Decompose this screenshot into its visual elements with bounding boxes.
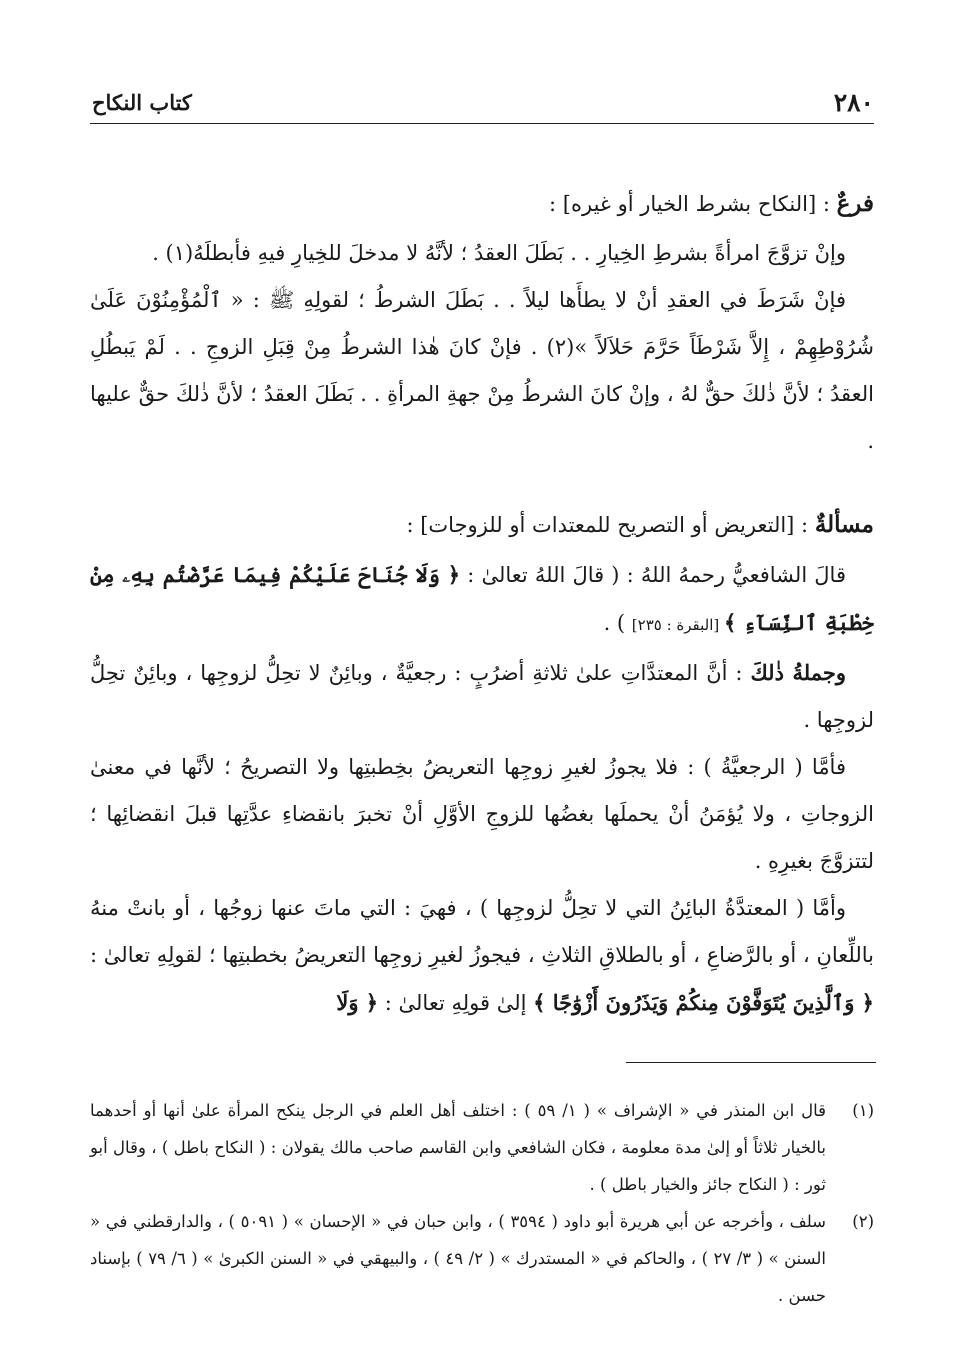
section-heading-fara: [90, 180, 874, 228]
footnote-number: (٢): [852, 1212, 874, 1231]
heading-word-fara: فرعٌ: [836, 190, 874, 217]
footnote-text: سلف ، وأخرجه عن أبي هريرة أبو داود ( ٣٥٩٤ ) ، وابن حبان في « الإحسان » ( ٥٠٩١ ) ، والدارقطني في « السنن » ( ٣/ ٢٧ ) ، والحاكم في « المستدرك » ( ٢/ ٤٩ ) ، والبيهقي في « السنن الكبرىٰ » ( ٦/ ٧٩ ) بإسناد حسن .: [90, 1212, 826, 1305]
paragraph-rajiya: فأمَّا ( الرجعيَّةُ ) : فلا يجوزُ لغيرِ زوجِها التعريضُ بخِطبتِها ولا التصريحُ ؛ لأنَّها في معنىٰ الزوجاتِ ، ولا يُؤمَنُ أنْ يحملَها بغضُها للزوجِ الأوَّلِ أنْ تخبرَ بانقضاءِ عدَّتِها قبلَ انقضائِها ؛ لتتزوَّجَ بغيرِهِ .: [90, 755, 874, 873]
quran-verse-235: ﴿ وَلَا جُنَاحَ عَلَيْكُمْ فِيمَا عَرَّضْتُم بِهِۦ مِنْ خِطْبَةِ ٱلنِّسَآءِ ﴾: [90, 562, 874, 635]
paragraph-bain: [90, 885, 874, 1027]
main-text: [90, 180, 874, 1027]
running-title: كتاب النكاح: [92, 90, 192, 115]
paragraph-shart: فإنْ شَرَطَ في العقدِ أنْ لا يطأَها ليلاً . . بَطَلَ الشرطُ ؛ لقولِهِ ﷺ : « ٱلْمُؤْمِنُوْنَ عَلَىٰ شُرُوْطِهِمْ ، إِلاَّ شَرْطَاً حَرَّمَ حَلاَلاً »(٢) . فإنْ كانَ هٰذا الشرطُ مِنْ قِبَلِ الزوجِ . . لَمْ يَبطُلِ العقدُ ؛ لأنَّ ذٰلكَ حقٌّ لهُ ، وإنْ كانَ الشرطُ مِنْ جهةِ المرأةِ . . بَطَلَ العقدُ ؛ لأنَّ ذٰلكَ حقٌّ عليها .: [90, 288, 875, 453]
heading-word-masala: مسألةٌ: [814, 511, 874, 538]
bain-text: وأمَّا ( المعتدَّةُ البائِنُ التي لا تحِلُّ لزوجِها ) ، فهيَ : التي ماتَ عنها زوجُها ، أو بانتْ منهُ باللِّعانِ ، أو بالرَّضاعِ ، أو بالطلاقِ الثلاثِ ، فيجوزُ لغيرِ زوجِها التعريضُ بخطبتِها ؛ لقولِهِ تعالىٰ :: [90, 896, 874, 967]
section-heading-masala: [90, 501, 874, 549]
heading-title-fara: : [النكاح بشرط الخيار أو غيره] :: [549, 192, 837, 216]
footnotes: [90, 1092, 874, 1314]
quran-verse-234: ﴿ وَٱلَّذِينَ يُتَوَفَّوْنَ مِنكُمْ وَيَذَرُونَ أَزْوَٰجًا ﴾: [533, 990, 874, 1015]
bain-connector: إلىٰ قولِهِ تعالىٰ :: [378, 991, 534, 1015]
page-header: [92, 88, 874, 122]
heading-title-masala: : [التعريض أو التصريح للمعتدات أو للزوجات] :: [406, 513, 815, 537]
lead-word-jumla: وجملةُ ذٰلكَ: [750, 660, 846, 685]
quote-intro: قالَ الشافعيُّ رحمهُ اللهُ : ( قالَ اللهُ تعالىٰ :: [460, 563, 846, 587]
header-divider: [90, 123, 874, 124]
section-gap: [90, 465, 874, 501]
footnote-number: (١): [852, 1101, 874, 1120]
quran-verse-continuation: ﴿ وَلَا: [336, 990, 379, 1015]
quote-close: ) .: [603, 611, 632, 635]
paragraph-summary: [90, 649, 874, 744]
paragraph-khiyar: وإنْ تزوَّجَ امرأةً بشرطِ الخِيارِ . . بَطَلَ العقدُ ؛ لأنَّهُ لا مدخلَ للخِيارِ فيهِ فأبطلَهُ(١) .: [152, 241, 846, 265]
footnote-item: [90, 1092, 874, 1203]
paragraph-shafii-quote: [90, 551, 874, 649]
summary-text: : أنَّ المعتدَّاتِ علىٰ ثلاثةِ أضرُبٍ : رجعيَّةٌ ، وبائِنٌ لا تحِلُّ لزوجِها ، وبائِنٌ تحِلُّ لزوجِها .: [90, 661, 874, 732]
page-number: ٢٨٠: [833, 88, 874, 117]
footnote-divider: [626, 1062, 876, 1063]
surah-reference: [البقرة : ٢٣٥]: [631, 616, 725, 634]
footnote-text: قال ابن المنذر في « الإشراف » ( ١/ ٥٩ ) : اختلف أهل العلم في الرجل ينكح المرأة علىٰ أنها أو أحدهما بالخيار ثلاثاً أو إلىٰ مدة معلومة ، فكان الشافعي وابن القاسم صاحب مالك يقولان : ( النكاح باطل ) ، وقال أبو ثور : ( النكاح جائز والخيار باطل ) .: [90, 1101, 826, 1194]
footnote-item: [90, 1203, 874, 1314]
